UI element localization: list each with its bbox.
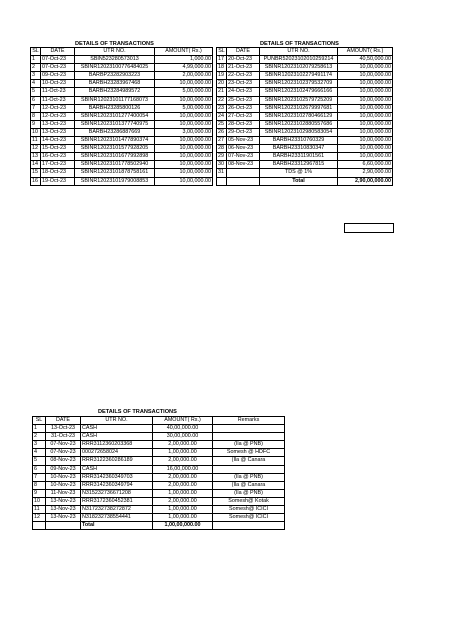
cell-date: 12-Oct-23: [41, 112, 75, 120]
table-row: [217, 80, 393, 88]
cell-utr: BARBH23312967815: [260, 161, 338, 169]
cell-utr: SBINR12023100776484025: [75, 64, 155, 72]
cell-date: 05-Nov-23: [227, 137, 260, 145]
cell-amount: 1,00,000.00: [153, 506, 213, 514]
table-row: [31, 56, 213, 64]
cell-date: 28-Oct-23: [227, 120, 260, 128]
col-date: DATE: [41, 48, 75, 56]
cell-utr: RRR3122360286189: [81, 457, 153, 465]
cell-sl: 14: [31, 161, 41, 169]
cell-sl: 6: [33, 465, 46, 473]
cell-date: 31-Oct-23: [46, 433, 81, 441]
cell-sl: 11: [33, 506, 46, 514]
cell-utr: BARBH23310830347: [260, 145, 338, 153]
cell-amount: 10,00,000.00: [155, 137, 213, 145]
cell-amount: 2,00,000.00: [153, 441, 213, 449]
cell-amount: 2,00,000.00: [155, 72, 213, 80]
table-row: [33, 489, 285, 497]
cell-utr: SBINR12023101377740975: [75, 120, 155, 128]
cell-utr: SBINR12023101677992898: [75, 153, 155, 161]
cell-sl: 9: [31, 120, 41, 128]
col-sl: SL: [218, 48, 225, 54]
cell-remarks: (Ila @ PNB): [213, 441, 285, 449]
cell-amount: 10,00,000.00: [155, 177, 213, 185]
col-utr: UTR NO.: [81, 417, 153, 425]
cell-utr: SBINR12023102980583054: [260, 128, 338, 136]
transactions-table-1: [30, 47, 213, 186]
cell-date: 18-Oct-23: [41, 169, 75, 177]
cell-sl: 21: [217, 88, 227, 96]
cell-amount: 10,00,000.00: [338, 153, 393, 161]
cell-date: 14-Oct-23: [41, 137, 75, 145]
total-label: Total: [81, 522, 153, 530]
cell-remarks: Somesh@ Kotak: [213, 497, 285, 505]
cell-utr: CASH: [81, 433, 153, 441]
col-amount: AMOUNT( Rs.): [155, 48, 213, 56]
table-row: [217, 128, 393, 136]
total-amount: 2,90,00,000.00: [338, 177, 393, 185]
cell-date: 13-Oct-23: [41, 120, 75, 128]
cell-sl: 22: [217, 96, 227, 104]
cell-amount: 5,00,000.00: [155, 88, 213, 96]
cell-utr: SBINR12023102880557686: [260, 120, 338, 128]
cell-amount: 10,00,000.00: [155, 120, 213, 128]
table-row: [31, 161, 213, 169]
cell-sl: 28: [217, 145, 227, 153]
table-row: [31, 177, 213, 185]
cell-amount: 2,00,000.00: [153, 473, 213, 481]
cell-sl: 17: [217, 56, 227, 64]
cell-date: 07-Nov-23: [46, 441, 81, 449]
table-header-row: [31, 48, 213, 56]
cell-sl: 5: [31, 88, 41, 96]
cell-remarks: (Ila @ Canara: [213, 481, 285, 489]
cell-utr: SBIN523280573013: [75, 56, 155, 64]
cell-sl: 12: [31, 145, 41, 153]
cell-amount: 5,00,000.00: [155, 104, 213, 112]
cell-date: 12-Oct-23: [41, 104, 75, 112]
cell-amount: 1,00,000.00: [153, 514, 213, 522]
cell-sl: 26: [217, 128, 227, 136]
cell-amount: 10,00,000.00: [155, 169, 213, 177]
table-row: [33, 473, 285, 481]
table-row: [31, 120, 213, 128]
table-row: [33, 481, 285, 489]
cell-sl: 7: [31, 104, 41, 112]
cell-amount: 10,00,000.00: [338, 96, 393, 104]
cell-utr: SBINR12023102379532709: [260, 80, 338, 88]
cell-sl: 25: [217, 120, 227, 128]
cell-sl: 2: [33, 433, 46, 441]
total-label: Total: [260, 177, 338, 185]
cell-date: [227, 169, 260, 177]
table-row: [33, 457, 285, 465]
table-row: [217, 104, 393, 112]
cell-sl: 27: [217, 137, 227, 145]
cell-utr: TDS @ 1%: [260, 169, 338, 177]
cell-sl: 8: [33, 481, 46, 489]
cell-remarks: (Ila @ Canara: [213, 457, 285, 465]
cell-sl: 1: [31, 56, 41, 64]
cell-utr: BARBH23285800126: [75, 104, 155, 112]
cell-sl: 20: [217, 80, 227, 88]
cell-utr: PUNBR52023102010259214: [260, 56, 338, 64]
cell-amount: 10,00,000.00: [338, 80, 393, 88]
table-row: [33, 449, 285, 457]
cell-utr: RRR3142360349703: [81, 473, 153, 481]
cell-date: 27-Oct-23: [227, 112, 260, 120]
cell-sl: 2: [31, 64, 41, 72]
table-row: [31, 169, 213, 177]
cell-date: 24-Oct-23: [227, 88, 260, 96]
cell-utr: 000272658024: [81, 449, 153, 457]
table-row: [217, 161, 393, 169]
cell-date: 10-Nov-23: [46, 481, 81, 489]
cell-date: 07-Nov-23: [227, 153, 260, 161]
col-amount: AMOUNT( Rs.): [338, 48, 393, 56]
cell-utr: BARBH23310760329: [260, 137, 338, 145]
cell-utr: SBINR12023101778502940: [75, 161, 155, 169]
cell-date: 06-Nov-23: [227, 145, 260, 153]
table-row: [33, 514, 285, 522]
cell-utr: SBINR12023101979008853: [75, 177, 155, 185]
cell-utr: SBINR12023101477890374: [75, 137, 155, 145]
table-row: [31, 80, 213, 88]
cell-amount: 10,00,000.00: [155, 161, 213, 169]
cell-amount: 2,00,000.00: [153, 481, 213, 489]
cell-amount: 1,00,000.00: [153, 449, 213, 457]
cell-amount: 10,00,000.00: [338, 72, 393, 80]
table-row: [31, 137, 213, 145]
cell-amount: 10,00,000.00: [338, 112, 393, 120]
cell-date: 13-Oct-23: [41, 128, 75, 136]
table-row: [217, 96, 393, 104]
cell-utr: RRR3112360203368: [81, 441, 153, 449]
col-sl: SL: [33, 417, 46, 425]
table-row: [217, 56, 393, 64]
cell-sl: 29: [217, 153, 227, 161]
section-title-1: DETAILS OF TRANSACTIONS: [75, 41, 154, 47]
cell-utr: SBINR12023102479666166: [260, 88, 338, 96]
cell-utr: SBINR12023102279491174: [260, 72, 338, 80]
cell-date: 16-Oct-23: [41, 153, 75, 161]
col-amount: AMOUNT( Rs.): [153, 417, 213, 425]
cell-utr: SBINR12023101277400054: [75, 112, 155, 120]
cell-date: 11-Nov-23: [46, 489, 81, 497]
table-row: [31, 145, 213, 153]
cell-amount: 10,00,000.00: [338, 145, 393, 153]
cell-amount: 6,60,000.00: [338, 161, 393, 169]
cell-sl: 4: [31, 80, 41, 88]
cell-sl: 16: [31, 177, 41, 185]
cell-sl: 31: [217, 169, 227, 177]
cell-amount: 10,00,000.00: [155, 153, 213, 161]
cell-sl: 3: [33, 441, 46, 449]
cell-sl: 1: [33, 425, 46, 433]
cell-sl: 10: [33, 497, 46, 505]
cell-date: 20-Oct-23: [227, 56, 260, 64]
cell-sl: 7: [33, 473, 46, 481]
table-header-row: [33, 417, 285, 425]
cell-remarks: [213, 425, 285, 433]
cell-amount: 2,00,000.00: [153, 497, 213, 505]
table-row: [33, 425, 285, 433]
cell-date: 13-Nov-23: [46, 514, 81, 522]
table-row: [33, 506, 285, 514]
cell-amount: 10,00,000.00: [155, 145, 213, 153]
cell-utr: N318232738554441: [81, 514, 153, 522]
cell-utr: BARBH23311901561: [260, 153, 338, 161]
cell-amount: 4,99,000.00: [155, 64, 213, 72]
cell-date: 23-Oct-23: [227, 80, 260, 88]
cell-utr: CASH: [81, 425, 153, 433]
cell-date: 26-Oct-23: [227, 104, 260, 112]
section-title-2: DETAILS OF TRANSACTIONS: [260, 41, 339, 47]
cell-date: 08-Nov-23: [227, 161, 260, 169]
cell-amount: 10,00,000.00: [338, 64, 393, 72]
cell-utr: N317232738272872: [81, 506, 153, 514]
cell-amount: 1,00,000.00: [153, 489, 213, 497]
cell-date: 09-Oct-23: [41, 72, 75, 80]
col-date: DATE: [227, 48, 260, 56]
cell-date: 29-Oct-23: [227, 128, 260, 136]
table-row: [33, 441, 285, 449]
cell-date: 08-Nov-23: [46, 457, 81, 465]
cell-sl: 3: [31, 72, 41, 80]
cell-date: 25-Oct-23: [227, 96, 260, 104]
cell-remarks: [213, 465, 285, 473]
cell-date: 10-Oct-23: [41, 80, 75, 88]
col-utr: UTR NO.: [75, 48, 155, 56]
table-row: [217, 72, 393, 80]
cell-date: 22-Oct-23: [227, 72, 260, 80]
cell-utr: BARBH23286887669: [75, 128, 155, 136]
cell-sl: 9: [33, 489, 46, 497]
cell-remarks: [213, 433, 285, 441]
cell-sl: 10: [31, 128, 41, 136]
section-title-3: DETAILS OF TRANSACTIONS: [98, 409, 177, 415]
transactions-table-3: [32, 416, 285, 530]
cell-sl: 18: [217, 64, 227, 72]
cell-date: 11-Oct-23: [41, 96, 75, 104]
cell-date: 21-Oct-23: [227, 64, 260, 72]
cell-amount: 16,00,000.00: [153, 465, 213, 473]
cell-sl: 15: [31, 169, 41, 177]
table-row: [33, 465, 285, 473]
cell-amount: 1,000.00: [155, 56, 213, 64]
table-row: [217, 137, 393, 145]
cell-amount: 10,00,000.00: [155, 80, 213, 88]
cell-amount: 10,00,000.00: [338, 120, 393, 128]
cell-amount: 30,00,000.00: [153, 433, 213, 441]
cell-date: 11-Oct-23: [41, 88, 75, 96]
table-row: [217, 153, 393, 161]
table-row: [33, 497, 285, 505]
cell-date: 15-Oct-23: [41, 145, 75, 153]
cell-amount: 40,00,000.00: [153, 425, 213, 433]
cell-sl: 19: [217, 72, 227, 80]
cell-utr: SBINR12023101878758161: [75, 169, 155, 177]
cell-utr: SBINR12023102780466129: [260, 112, 338, 120]
cell-date: 13-Nov-23: [46, 497, 81, 505]
cell-date: 09-Nov-23: [46, 465, 81, 473]
cell-remarks: Somesh@ ICICI: [213, 514, 285, 522]
cell-date: 10-Nov-23: [46, 473, 81, 481]
cell-amount: 3,00,000.00: [155, 128, 213, 136]
cell-sl: 24: [217, 112, 227, 120]
cell-date: 19-Oct-23: [41, 177, 75, 185]
cell-sl: 4: [33, 449, 46, 457]
cell-utr: SBINR12023101577928205: [75, 145, 155, 153]
cell-utr: RRR3172360452381: [81, 497, 153, 505]
table-row: [31, 96, 213, 104]
table-row: [31, 64, 213, 72]
cell-amount: 10,00,000.00: [155, 112, 213, 120]
cell-date: 13-Oct-23: [46, 425, 81, 433]
table-row: [31, 104, 213, 112]
cell-utr: SBINR12023102679997681: [260, 104, 338, 112]
cell-utr: N315232736671208: [81, 489, 153, 497]
cell-date: 07-Nov-23: [46, 449, 81, 457]
table-row: [31, 128, 213, 136]
cell-date: 07-Oct-23: [41, 64, 75, 72]
cell-sl: 13: [31, 153, 41, 161]
table-row: [217, 112, 393, 120]
transactions-table-2: [216, 47, 393, 186]
cell-utr: SBINR12023102579725209: [260, 96, 338, 104]
cell-sl: 5: [33, 457, 46, 465]
cell-amount: 2,00,000.00: [153, 457, 213, 465]
table-row: [217, 169, 393, 177]
cell-amount: 10,00,000.00: [338, 104, 393, 112]
cell-remarks: (Ila @ PNB): [213, 489, 285, 497]
cell-sl: 30: [217, 161, 227, 169]
cell-amount: 10,00,000.00: [155, 96, 213, 104]
cell-utr: BARBP23282903223: [75, 72, 155, 80]
total-row: [217, 177, 393, 185]
table-header-row: [217, 48, 393, 56]
cell-utr: SBINR12023101177168073: [75, 96, 155, 104]
col-utr: UTR NO.: [260, 48, 338, 56]
total-row: [33, 522, 285, 530]
cell-date: 07-Oct-23: [41, 56, 75, 64]
cell-date: 13-Nov-23: [46, 506, 81, 514]
col-date: DATE: [46, 417, 81, 425]
table-row: [217, 120, 393, 128]
cell-date: 17-Oct-23: [41, 161, 75, 169]
table-row: [31, 153, 213, 161]
cell-sl: 23: [217, 104, 227, 112]
cell-amount: 10,00,000.00: [338, 128, 393, 136]
table-row: [217, 64, 393, 72]
cell-utr: RRR3142360349794: [81, 481, 153, 489]
table-row: [217, 145, 393, 153]
cell-amount: 10,00,000.00: [338, 137, 393, 145]
cell-amount: 2,90,000.00: [338, 169, 393, 177]
table-row: [217, 88, 393, 96]
cell-remarks: (Ila @ PNB): [213, 473, 285, 481]
cell-remarks: Somesh@ ICICI: [213, 506, 285, 514]
cell-sl: 12: [33, 514, 46, 522]
table-row: [31, 72, 213, 80]
table-row: [33, 433, 285, 441]
col-remarks: Remarks: [213, 417, 285, 425]
table-row: [31, 88, 213, 96]
cell-sl: 11: [31, 137, 41, 145]
cell-amount: 10,00,000.00: [338, 88, 393, 96]
cell-sl: 6: [31, 96, 41, 104]
cell-amount: 40,50,000.00: [338, 56, 393, 64]
cell-utr: BARBH23284989572: [75, 88, 155, 96]
empty-cell-box: [344, 223, 394, 233]
cell-utr: SBINR12023102079258613: [260, 64, 338, 72]
cell-sl: 8: [31, 112, 41, 120]
cell-remarks: Somesh @ HDFC: [213, 449, 285, 457]
table-row: [31, 112, 213, 120]
col-sl: SL: [32, 48, 39, 54]
cell-utr: CASH: [81, 465, 153, 473]
cell-utr: BARBH23283967468: [75, 80, 155, 88]
total-amount: 1,00,00,000.00: [153, 522, 213, 530]
